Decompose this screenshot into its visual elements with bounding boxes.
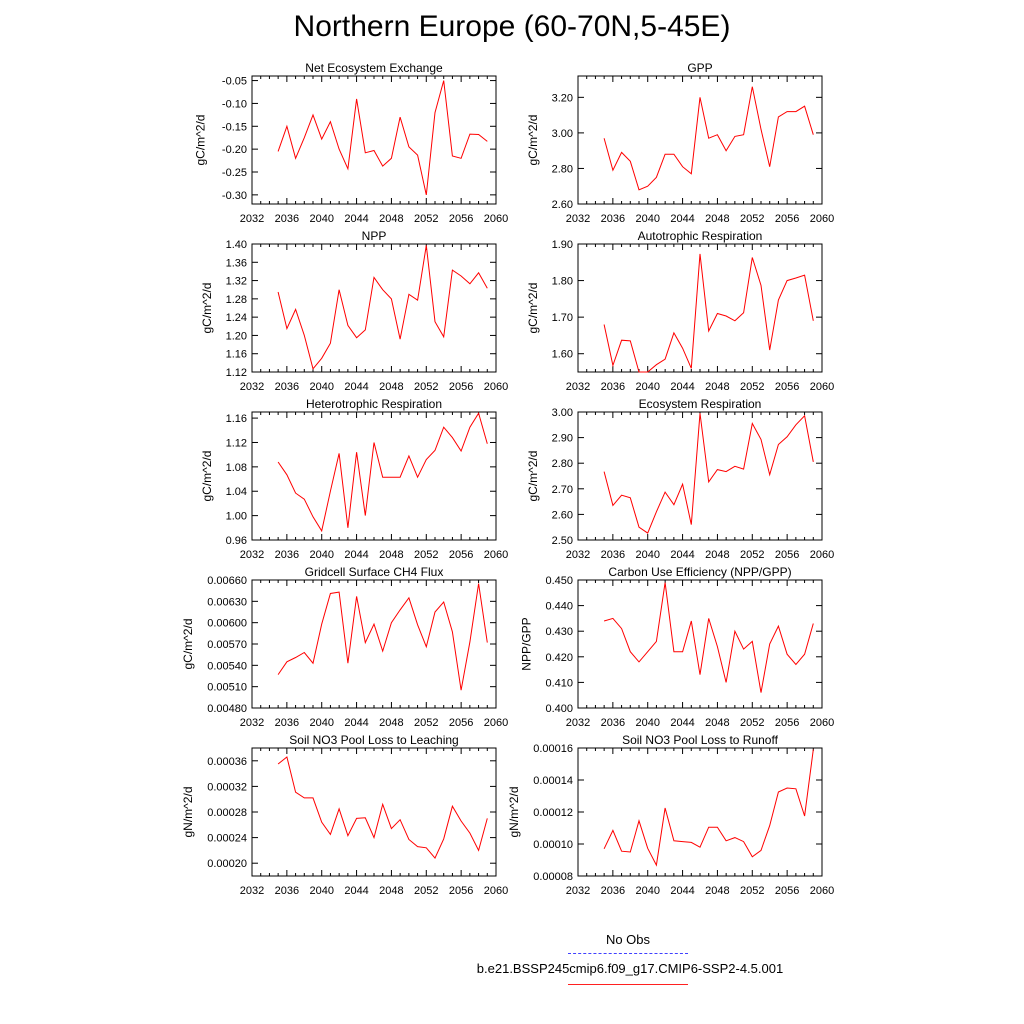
x-tick-label: 2040 [309,549,334,561]
y-tick-label: -0.25 [221,167,247,179]
y-tick-label: 1.28 [225,293,247,306]
x-tick-label: 2032 [239,381,265,393]
x-tick-label: 2048 [379,717,404,729]
y-tick-label: 0.00024 [207,832,247,845]
legend-obs-line [568,953,688,954]
x-tick-label: 2052 [740,381,765,393]
y-tick-label: 3.00 [551,127,573,140]
plot-frame [578,580,822,708]
x-tick-label: 2056 [448,381,474,393]
x-tick-label: 2040 [635,549,660,561]
y-tick-label: 0.00012 [533,807,573,819]
panel-title: Carbon Use Efficiency (NPP/GPP) [608,565,792,579]
x-tick-label: 2060 [809,381,835,393]
x-tick-label: 2044 [344,549,369,561]
x-tick-label: 2036 [274,549,300,561]
y-tick-label: 0.420 [545,651,573,664]
x-tick-label: 2056 [774,213,800,225]
y-axis-label: gC/m^2/d [525,450,540,502]
x-tick-label: 2052 [414,381,439,393]
y-tick-label: 0.00630 [207,596,247,609]
x-tick-label: 2048 [705,549,730,561]
y-tick-label: 0.00016 [533,743,573,755]
x-tick-label: 2060 [809,885,835,897]
x-tick-label: 2060 [483,381,509,393]
plot-frame [252,412,496,540]
x-tick-label: 2060 [809,549,835,561]
x-tick-label: 2056 [774,381,800,393]
x-tick-label: 2052 [740,549,765,561]
x-tick-label: 2060 [809,213,835,225]
y-axis-label: gC/m^2/d [193,114,208,166]
x-tick-label: 2044 [670,213,695,225]
y-tick-label: 2.60 [551,199,573,211]
y-axis-label: gC/m^2/d [180,618,195,670]
legend-obs-label: No Obs [605,932,651,947]
y-tick-label: 1.60 [551,348,573,361]
x-tick-label: 2036 [274,381,300,393]
x-tick-label: 2048 [379,381,404,393]
series-line [604,87,813,190]
plot-frame [252,580,496,708]
x-tick-label: 2044 [670,885,695,897]
panel-9 [252,748,496,876]
y-tick-label: 0.00028 [207,807,247,819]
x-tick-label: 2032 [565,213,591,225]
y-tick-label: 0.00570 [207,639,247,651]
plot-frame [578,748,822,876]
y-tick-label: 0.00036 [207,755,247,768]
x-tick-label: 2044 [670,717,695,729]
y-tick-label: 0.00014 [533,775,573,787]
x-tick-label: 2036 [600,381,626,393]
y-axis-label: gC/m^2/d [199,450,214,502]
y-tick-label: 1.40 [225,239,247,251]
x-tick-label: 2048 [379,549,404,561]
x-tick-label: 2036 [600,717,626,729]
x-tick-label: 2036 [274,213,300,225]
x-tick-label: 2040 [309,213,334,225]
x-tick-label: 2056 [774,717,800,729]
y-tick-label: 3.20 [551,92,573,105]
x-tick-label: 2040 [635,381,660,393]
series-line [604,583,813,693]
x-tick-label: 2036 [274,717,300,729]
panel-title: NPP [361,229,387,243]
y-tick-label: 0.00032 [207,781,247,794]
y-tick-label: 2.50 [551,535,573,547]
y-tick-label: 0.00600 [207,617,247,630]
x-tick-label: 2056 [448,885,474,897]
y-axis-label: gN/m^2/d [180,786,195,838]
x-tick-label: 2048 [705,213,730,225]
y-tick-label: 0.00480 [207,703,247,715]
x-tick-label: 2040 [635,213,660,225]
panel-title: Heterotrophic Respiration [305,397,443,411]
y-tick-label: 1.32 [225,275,247,288]
x-tick-label: 2036 [274,885,300,897]
y-tick-label: 1.80 [551,275,573,288]
y-tick-label: 0.00660 [207,575,247,587]
x-tick-label: 2044 [670,549,695,561]
y-tick-label: 1.24 [225,312,247,325]
panel-6 [578,412,822,540]
y-tick-label: 0.00510 [207,681,247,694]
panel-8 [578,580,822,708]
x-tick-label: 2060 [483,885,509,897]
x-tick-label: 2044 [344,717,369,729]
x-tick-label: 2052 [414,885,439,897]
y-tick-label: 2.90 [551,432,573,445]
panel-title: Gridcell Surface CH4 Flux [304,565,444,579]
legend-run-line [568,984,688,985]
y-tick-label: 2.60 [551,509,573,522]
x-tick-label: 2048 [705,381,730,393]
y-axis-label: gN/m^2/d [506,786,521,838]
x-tick-label: 2048 [379,885,404,897]
y-tick-label: 2.80 [551,458,573,471]
x-tick-label: 2032 [565,885,591,897]
plot-frame [252,76,496,204]
panel-title: Autotrophic Respiration [637,229,763,243]
x-tick-label: 2060 [809,717,835,729]
y-tick-label: -0.20 [221,144,247,157]
y-tick-label: 3.00 [551,407,573,419]
x-tick-label: 2032 [565,717,591,729]
panel-title: Soil NO3 Pool Loss to Runoff [622,733,778,747]
y-tick-label: -0.30 [221,189,247,202]
y-tick-label: 0.96 [225,535,247,547]
panel-4 [578,244,822,372]
x-tick-label: 2048 [705,885,730,897]
panel-5 [252,412,496,540]
y-tick-label: 0.450 [545,575,573,587]
plot-frame [578,76,822,204]
panel-3 [252,244,496,372]
panel-2 [578,76,822,204]
x-tick-label: 2056 [774,549,800,561]
y-tick-label: 1.16 [225,413,247,426]
legend-run-label: b.e21.BSSP245cmip6.f09_g17.CMIP6-SSP2-4.5.001 [476,961,784,976]
series-line [604,254,813,372]
series-line [278,245,487,368]
y-tick-label: 0.00010 [533,839,573,851]
y-tick-label: 2.80 [551,163,573,176]
y-tick-label: -0.10 [221,98,247,111]
y-tick-label: 1.20 [225,330,247,343]
y-tick-label: 2.70 [551,483,573,496]
x-tick-label: 2036 [600,885,626,897]
series-line [278,413,487,531]
x-tick-label: 2060 [483,717,509,729]
x-tick-label: 2040 [309,381,334,393]
y-tick-label: 0.00020 [207,858,247,871]
x-tick-label: 2040 [635,885,660,897]
y-axis-label: NPP/GPP [519,617,534,671]
series-line [278,584,487,691]
plot-frame [578,412,822,540]
y-tick-label: 1.08 [225,461,247,474]
x-tick-label: 2048 [705,717,730,729]
panel-title: Ecosystem Respiration [638,397,762,411]
y-tick-label: 1.90 [551,239,573,251]
y-tick-label: 1.04 [225,486,247,499]
x-tick-label: 2052 [740,213,765,225]
x-tick-label: 2056 [448,717,474,729]
panel-title: Soil NO3 Pool Loss to Leaching [289,733,459,747]
y-tick-label: -0.15 [221,121,247,134]
x-tick-label: 2040 [309,885,334,897]
y-tick-label: 0.430 [545,626,573,639]
x-tick-label: 2032 [239,885,265,897]
panel-title: GPP [687,61,713,75]
plot-frame [252,748,496,876]
x-tick-label: 2044 [344,381,369,393]
y-axis-label: gC/m^2/d [199,282,214,334]
plot-frame [578,244,822,372]
series-line [604,413,813,533]
x-tick-label: 2052 [740,717,765,729]
x-tick-label: 2052 [414,213,439,225]
y-tick-label: 0.400 [545,703,573,715]
y-tick-label: 0.00540 [207,660,247,673]
series-line [278,757,487,858]
y-tick-label: 0.00008 [533,871,573,883]
x-tick-label: 2052 [414,549,439,561]
x-tick-label: 2032 [565,381,591,393]
x-tick-label: 2032 [239,717,265,729]
x-tick-label: 2052 [414,717,439,729]
panel-1 [252,76,496,204]
series-line [604,750,813,866]
y-tick-label: 1.36 [225,257,247,270]
y-tick-label: 1.12 [225,367,247,379]
y-axis-label: gC/m^2/d [525,114,540,166]
x-tick-label: 2044 [670,381,695,393]
x-tick-label: 2040 [635,717,660,729]
x-tick-label: 2032 [565,549,591,561]
x-tick-label: 2056 [448,213,474,225]
y-axis-label: gC/m^2/d [525,282,540,334]
y-tick-label: 1.00 [225,510,247,523]
y-tick-label: -0.05 [221,75,247,88]
x-tick-label: 2052 [740,885,765,897]
panel-7 [252,580,496,708]
figure-title: Northern Europe (60-70N,5-45E) [293,10,731,43]
x-tick-label: 2060 [483,213,509,225]
x-tick-label: 2036 [600,549,626,561]
panel-title: Net Ecosystem Exchange [305,61,443,75]
x-tick-label: 2036 [600,213,626,225]
panel-10 [578,748,822,876]
y-tick-label: 1.12 [225,437,247,450]
y-tick-label: 0.410 [545,677,573,690]
x-tick-label: 2056 [448,549,474,561]
x-tick-label: 2056 [774,885,800,897]
y-tick-label: 1.70 [551,312,573,325]
x-tick-label: 2044 [344,885,369,897]
x-tick-label: 2060 [483,549,509,561]
plot-frame [252,244,496,372]
x-tick-label: 2048 [379,213,404,225]
x-tick-label: 2032 [239,213,265,225]
y-tick-label: 1.16 [225,348,247,361]
series-line [278,81,487,195]
x-tick-label: 2044 [344,213,369,225]
x-tick-label: 2040 [309,717,334,729]
x-tick-label: 2032 [239,549,265,561]
y-tick-label: 0.440 [545,600,573,613]
